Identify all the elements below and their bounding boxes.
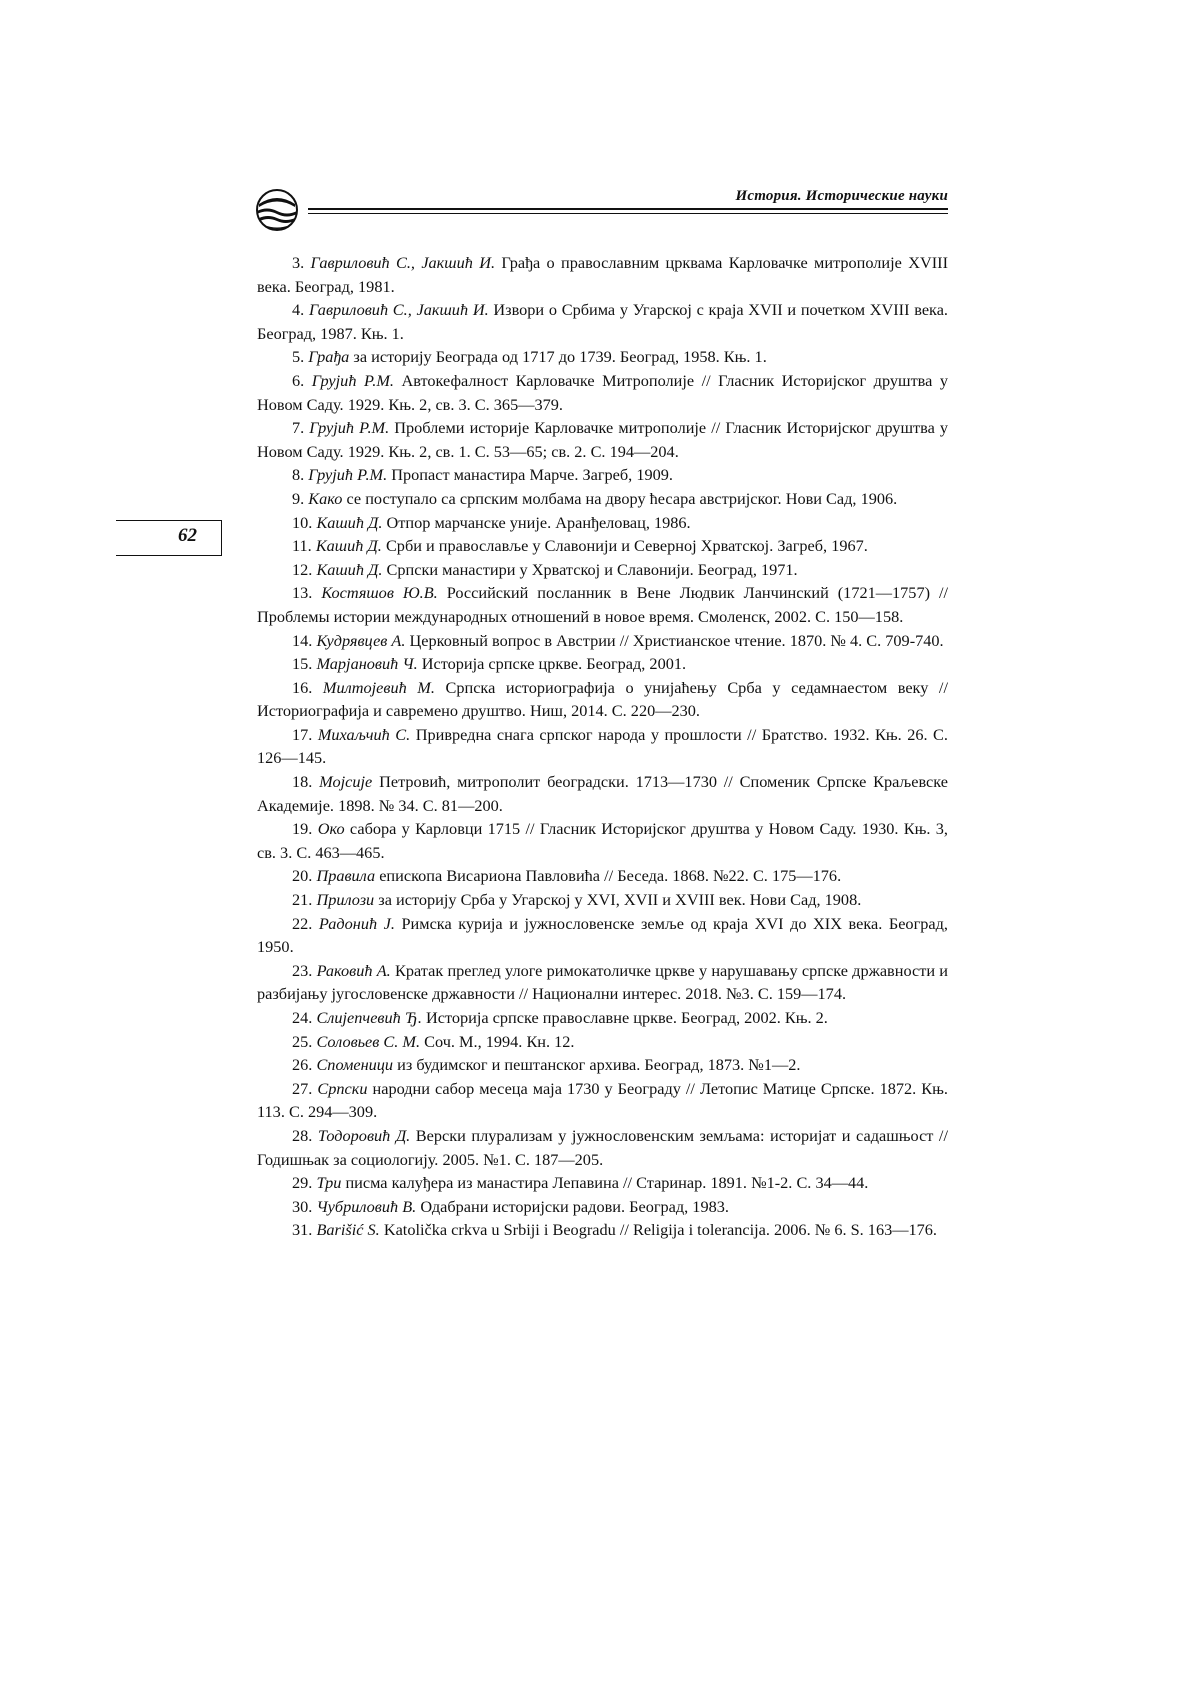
- reference-number: 30.: [292, 1196, 313, 1216]
- reference-author: Раковић А.: [316, 960, 391, 980]
- reference-item: [257, 629, 948, 653]
- reference-details: Автокефалност Карловачке Митрополије // Гласник Историјског друштва у Новом Саду. 1929. Књ. 2, св. 3. С. 365—379.: [257, 370, 948, 414]
- reference-author: Радонић Ј.: [318, 913, 395, 933]
- reference-details: Церковный вопрос в Австрии // Христианское чтение. 1870. № 4. С. 709-740.: [409, 630, 944, 650]
- reference-details: за историју Београда од 1717 до 1739. Београд, 1958. Књ. 1.: [353, 347, 767, 367]
- reference-details: писма калуђера из манастира Лепавина // Старинар. 1891. №1-2. С. 34—44.: [345, 1173, 869, 1193]
- reference-number: 18.: [292, 772, 313, 792]
- reference-author: Српски: [317, 1078, 368, 1098]
- reference-author: Како: [308, 488, 343, 508]
- reference-number: 21.: [292, 890, 313, 910]
- reference-item: [257, 1218, 948, 1242]
- reference-details: Извори о Србима у Угарској с краја XVII и почетком XVIII века. Београд, 1987. Књ. 1.: [257, 300, 949, 343]
- reference-details: из будимског и пештанског архива. Београд, 1873. №1—2.: [397, 1055, 801, 1075]
- reference-author: Соловьев С. М.: [316, 1031, 421, 1051]
- reference-item: [257, 1195, 948, 1219]
- reference-author: Мојсије: [319, 772, 373, 792]
- reference-item: [257, 558, 948, 582]
- reference-details: Петровић, митрополит београдски. 1713—1730 // Споменик Српске Краљевске Академије. 1898. № 34. С. 81—200.: [257, 772, 949, 815]
- reference-author: Гавриловић С., Јакшић И.: [308, 300, 489, 320]
- reference-item: [257, 1030, 948, 1054]
- reference-author: Гавриловић С., Јакшић И.: [310, 253, 496, 272]
- reference-item: [257, 817, 948, 864]
- reference-number: 20.: [292, 866, 313, 886]
- reference-number: 23.: [292, 960, 313, 980]
- reference-number: 6.: [292, 370, 305, 390]
- reference-number: 15.: [292, 654, 313, 674]
- reference-number: 13.: [292, 583, 313, 603]
- reference-item: [257, 345, 948, 369]
- reference-author: Споменици: [316, 1055, 394, 1075]
- reference-details: Кратак преглед улоге римокатоличке цркве у нарушавању српске државности и разбијању југословенске државности // Национални интерес. 2018. №3. С. 159—174.: [257, 960, 948, 1004]
- reference-details: се поступало са српским молбама на двору ћесара австријског. Нови Сад, 1906.: [346, 488, 898, 508]
- reference-author: Тодоровић Д.: [317, 1125, 411, 1145]
- reference-item: [257, 676, 948, 723]
- reference-number: 29.: [292, 1173, 313, 1193]
- reference-author: Око: [317, 819, 345, 839]
- header-rule: [308, 208, 948, 210]
- page-number-box: [116, 520, 222, 556]
- reference-number: 5.: [292, 347, 305, 367]
- reference-details: Katolička crkva u Srbiji i Beogradu // Religija i tolerancija. 2006. № 6. S. 163—176.: [383, 1220, 937, 1240]
- reference-details: Грађа о православним црквама Карловачке митрополије XVIII века. Београд, 1981.: [257, 253, 948, 296]
- reference-item: [257, 534, 948, 558]
- reference-details: Соч. М., 1994. Кн. 12.: [424, 1031, 575, 1051]
- reference-item: [257, 912, 948, 959]
- reference-author: Barišić S.: [316, 1220, 380, 1240]
- reference-number: 27.: [292, 1078, 313, 1098]
- reference-number: 9.: [292, 488, 305, 508]
- reference-number: 12.: [292, 559, 313, 579]
- reference-item: [257, 959, 948, 1006]
- reference-details: Верски плурализам у јужнословенским земљама: историјат и садашњост // Годишњак за социологију. 2005. №1. С. 187—205.: [257, 1125, 948, 1169]
- reference-details: Срби и православље у Славонији и Северној Хрватској. Загреб, 1967.: [385, 536, 868, 556]
- reference-details: Српска историографија о унијаћењу Срба у седамнаестом веку // Историографија и савремено друштво. Ниш, 2014. С. 220—230.: [257, 677, 948, 721]
- reference-number: 17.: [292, 724, 313, 744]
- reference-item: [257, 1053, 948, 1077]
- reference-author: Марјановић Ч.: [316, 654, 418, 674]
- reference-author: Прилози: [316, 890, 375, 910]
- reference-item: [257, 298, 948, 345]
- reference-author: Кашић Д.: [316, 559, 383, 579]
- reference-number: 22.: [292, 913, 313, 933]
- reference-item: [257, 888, 948, 912]
- reference-number: 4.: [292, 300, 305, 320]
- reference-details: за историју Срба у Угарској у XVI, XVII и XVIII век. Нови Сад, 1908.: [378, 890, 862, 910]
- reference-number: 25.: [292, 1031, 313, 1051]
- reference-item: [257, 251, 948, 298]
- reference-item: [257, 369, 948, 416]
- reference-author: Костяшов Ю.В.: [321, 583, 438, 603]
- reference-author: Слијепчевић Ђ.: [316, 1008, 422, 1027]
- journal-logo-icon: [255, 188, 299, 232]
- reference-details: Историја српске цркве. Београд, 2001.: [421, 654, 687, 674]
- reference-number: 11.: [292, 536, 312, 556]
- reference-details: Српски манастири у Хрватској и Славонији. Београд, 1971.: [386, 559, 798, 579]
- reference-details: Проблеми историје Карловачке митрополије // Гласник Историјског друштва у Новом Саду. 1929. Књ. 2, св. 1. С. 53—65; св. 2. С. 194—204.: [257, 418, 949, 461]
- reference-item: [257, 581, 948, 628]
- reference-item: [257, 1124, 948, 1171]
- reference-item: [257, 511, 948, 535]
- running-header-title: История. Исторические науки: [735, 188, 948, 204]
- reference-author: Правила: [316, 866, 376, 886]
- reference-details: Отпор марчанске уније. Аранђеловац, 1986.: [386, 512, 691, 532]
- reference-item: [257, 1006, 948, 1030]
- reference-item: [257, 1077, 948, 1124]
- reference-number: 26.: [292, 1055, 313, 1075]
- reference-author: Три: [316, 1173, 342, 1193]
- reference-author: Грујић Р.М.: [309, 418, 390, 438]
- reference-details: Одабрани историјски радови. Београд, 1983.: [420, 1196, 729, 1216]
- reference-item: [257, 416, 948, 463]
- reference-author: Милтојевић М.: [322, 677, 435, 697]
- reference-number: 31.: [292, 1220, 313, 1240]
- reference-item: [257, 864, 948, 888]
- reference-number: 14.: [292, 630, 313, 650]
- reference-item: [257, 487, 948, 511]
- reference-number: 10.: [292, 512, 313, 532]
- reference-details: Пропаст манастира Марче. Загреб, 1909.: [391, 465, 673, 485]
- reference-details: сабора у Карловци 1715 // Гласник Историјског друштва у Новом Саду. 1930. Књ. 3, св. 3. С. 463—465.: [257, 819, 948, 862]
- reference-details: народни сабор месеца маја 1730 у Београду // Летопис Матице Српске. 1872. Књ. 113. С. 294—309.: [257, 1078, 948, 1122]
- reference-item: [257, 1171, 948, 1195]
- reference-author: Грујић Р.М.: [311, 370, 394, 390]
- header-rule-thin: [308, 213, 948, 214]
- reference-details: Римска курија и јужнословенске земље од краја XVI до XIX века. Београд, 1950.: [257, 913, 948, 957]
- reference-details: Привредна снага српског народа у прошлости // Братство. 1932. Књ. 26. С. 126—145.: [257, 724, 948, 768]
- reference-details: Российский посланник в Вене Людвик Ланчинский (1721—1757) // Проблемы истории международных отношений в новое время. Смоленск, 2002. С. 150—158.: [257, 583, 949, 626]
- reference-number: 16.: [292, 677, 313, 697]
- reference-author: Чубриловић В.: [316, 1196, 417, 1216]
- reference-list: [257, 251, 948, 1242]
- reference-author: Грађа: [308, 347, 350, 367]
- reference-number: 8.: [292, 465, 305, 485]
- reference-number: 7.: [292, 418, 305, 438]
- reference-author: Кашић Д.: [316, 512, 383, 532]
- reference-number: 24.: [292, 1008, 313, 1027]
- reference-item: [257, 770, 948, 817]
- reference-number: 28.: [292, 1125, 313, 1145]
- reference-number: 3.: [292, 253, 305, 272]
- reference-details: Историја српске православне цркве. Београд, 2002. Књ. 2.: [425, 1008, 828, 1027]
- reference-author: Грујић Р.М.: [308, 465, 388, 485]
- reference-item: [257, 652, 948, 676]
- reference-author: Михаљчић С.: [317, 724, 411, 744]
- reference-item: [257, 723, 948, 770]
- reference-details: епископа Висариона Павловића // Беседа. 1868. №22. С. 175—176.: [379, 866, 842, 886]
- reference-author: Кудрявцев А.: [316, 630, 406, 650]
- page-number: 62: [178, 525, 197, 546]
- reference-item: [257, 463, 948, 487]
- reference-number: 19.: [292, 819, 313, 839]
- reference-author: Кашић Д.: [315, 536, 382, 556]
